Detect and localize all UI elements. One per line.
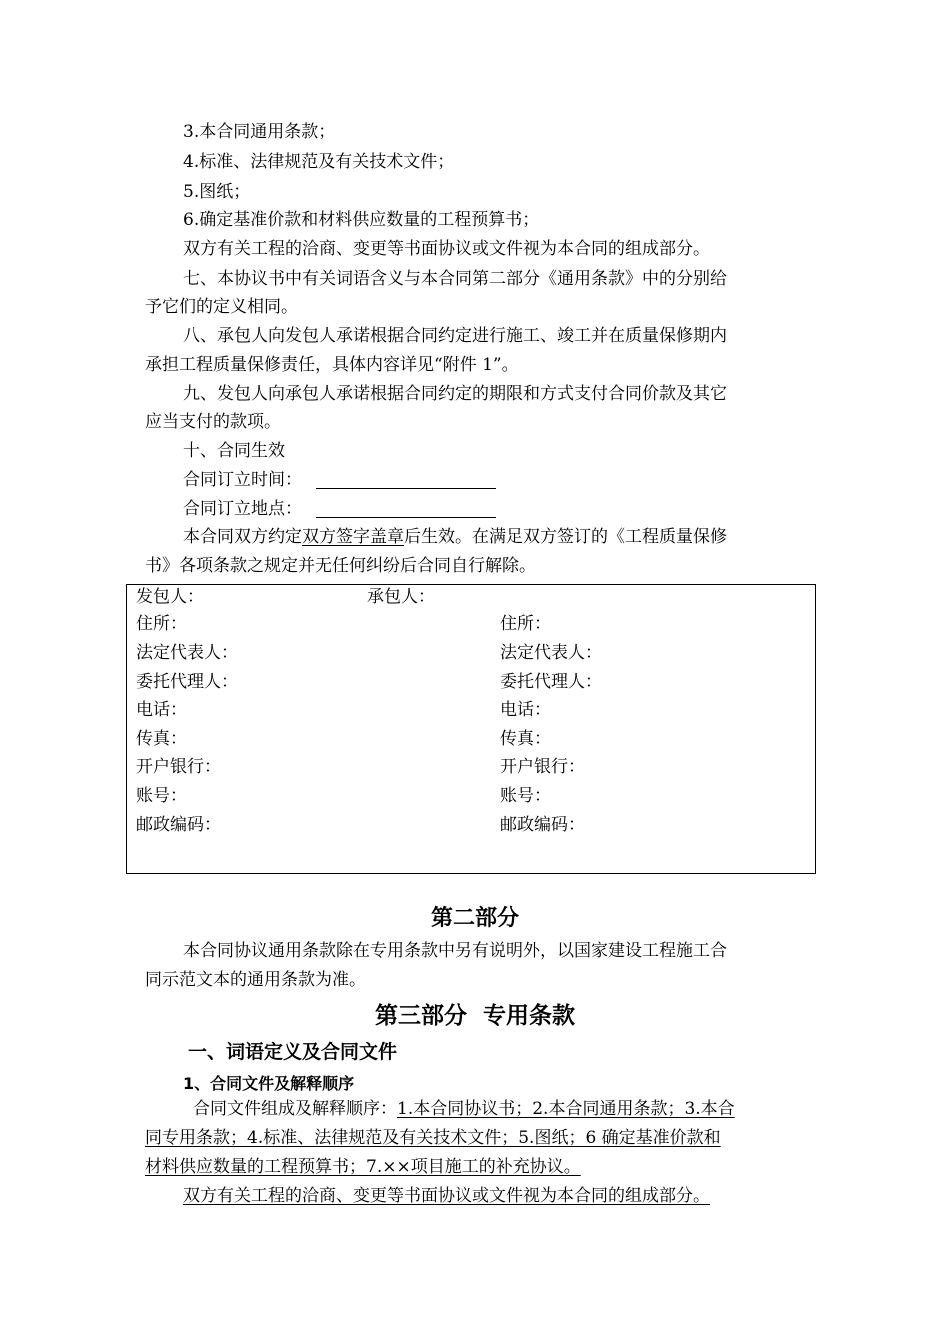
contractor-agent: 委托代理人： bbox=[500, 672, 602, 692]
employer-address: 住所： bbox=[136, 614, 187, 634]
sign-time-blank bbox=[316, 468, 496, 489]
employer-bank: 开户银行： bbox=[136, 757, 221, 777]
clause-8-line1: 八、承包人向发包人承诺根据合同约定进行施工、竣工并在质量保修期内 bbox=[183, 326, 727, 346]
employer-phone: 电话： bbox=[136, 700, 187, 720]
sign-time-row bbox=[183, 466, 848, 494]
part3-title: 第三部分 专用条款 bbox=[374, 1003, 575, 1029]
order-line2 bbox=[145, 1124, 810, 1152]
contractor-phone: 电话： bbox=[500, 700, 551, 720]
contractor-legal-rep: 法定代表人： bbox=[500, 643, 602, 663]
clause-10-title: 十、合同生效 bbox=[183, 441, 285, 461]
section-1-heading: 一、词语定义及合同文件 bbox=[188, 1041, 398, 1063]
parties-table bbox=[126, 584, 816, 874]
part2-text-line1: 本合同协议通用条款除在专用条款中另有说明外，以国家建设工程施工合 bbox=[183, 941, 727, 961]
order-text-2: 同专用条款；4.标准、法律规范及有关技术文件；5.图纸；6 确定基准价款和 bbox=[145, 1128, 721, 1148]
employer-label: 发包人： bbox=[136, 587, 204, 607]
effect-prefix: 本合同双方约定 bbox=[183, 527, 302, 547]
employer-agent: 委托代理人： bbox=[136, 672, 238, 692]
order-text-1: 1.本合同协议书；2.本合同通用条款；3.本合 bbox=[397, 1099, 735, 1119]
item-6: 6.确定基准价款和材料供应数量的工程预算书； bbox=[183, 210, 540, 230]
contractor-bank: 开户银行： bbox=[500, 757, 585, 777]
contractor-label: 承包人： bbox=[367, 587, 435, 607]
employer-legal-rep: 法定代表人： bbox=[136, 643, 238, 663]
contractor-fax: 传真： bbox=[500, 729, 551, 749]
item-3: 3.本合同通用条款； bbox=[183, 122, 336, 142]
contractor-address: 住所： bbox=[500, 614, 551, 634]
order-line1 bbox=[193, 1095, 858, 1123]
item-4: 4.标准、法律规范及有关技术文件； bbox=[183, 152, 455, 172]
order-text-3: 材料供应数量的工程预算书；7.××项目施工的补充协议。 bbox=[145, 1157, 581, 1177]
clause-9-line2: 应当支付的款项。 bbox=[145, 412, 281, 432]
order-line3 bbox=[145, 1153, 810, 1181]
clause-9-line1: 九、发包人向承包人承诺根据合同约定的期限和方式支付合同价款及其它 bbox=[183, 384, 727, 404]
contractor-account: 账号： bbox=[500, 786, 551, 806]
final-note-text: 双方有关工程的洽商、变更等书面协议或文件视为本合同的组成部分。 bbox=[183, 1186, 710, 1206]
part2-title: 第二部分 bbox=[430, 906, 519, 931]
order-label: 合同文件组成及解释顺序： bbox=[193, 1099, 397, 1119]
clause-8-line2: 承担工程质量保修责任，具体内容详见“附件 1”。 bbox=[145, 355, 519, 375]
employer-fax: 传真： bbox=[136, 729, 187, 749]
effect-line2: 书》各项条款之规定并无任何纠纷后合同自行解除。 bbox=[145, 556, 536, 576]
part2-text-line2: 同示范文本的通用条款为准。 bbox=[145, 970, 366, 990]
subsection-1-heading: 1、合同文件及解释顺序 bbox=[183, 1074, 355, 1093]
contractor-postcode: 邮政编码： bbox=[500, 815, 585, 835]
effect-line1 bbox=[183, 523, 848, 551]
item-5: 5.图纸； bbox=[183, 182, 251, 202]
composition-note: 双方有关工程的洽商、变更等书面协议或文件视为本合同的组成部分。 bbox=[183, 239, 710, 259]
employer-account: 账号： bbox=[136, 786, 187, 806]
effect-underlined: 双方签字盖章 bbox=[302, 527, 404, 547]
final-note bbox=[183, 1182, 848, 1210]
sign-place-row bbox=[183, 495, 848, 523]
effect-suffix: 后生效。在满足双方签订的《工程质量保修 bbox=[404, 527, 727, 547]
employer-postcode: 邮政编码： bbox=[136, 815, 221, 835]
sign-place-label: 合同订立地点： bbox=[183, 499, 302, 519]
sign-time-label: 合同订立时间： bbox=[183, 470, 302, 490]
clause-7-line1: 七、本协议书中有关词语含义与本合同第二部分《通用条款》中的分别给 bbox=[183, 269, 727, 289]
clause-7-line2: 予它们的定义相同。 bbox=[145, 297, 298, 317]
sign-place-blank bbox=[316, 497, 496, 518]
